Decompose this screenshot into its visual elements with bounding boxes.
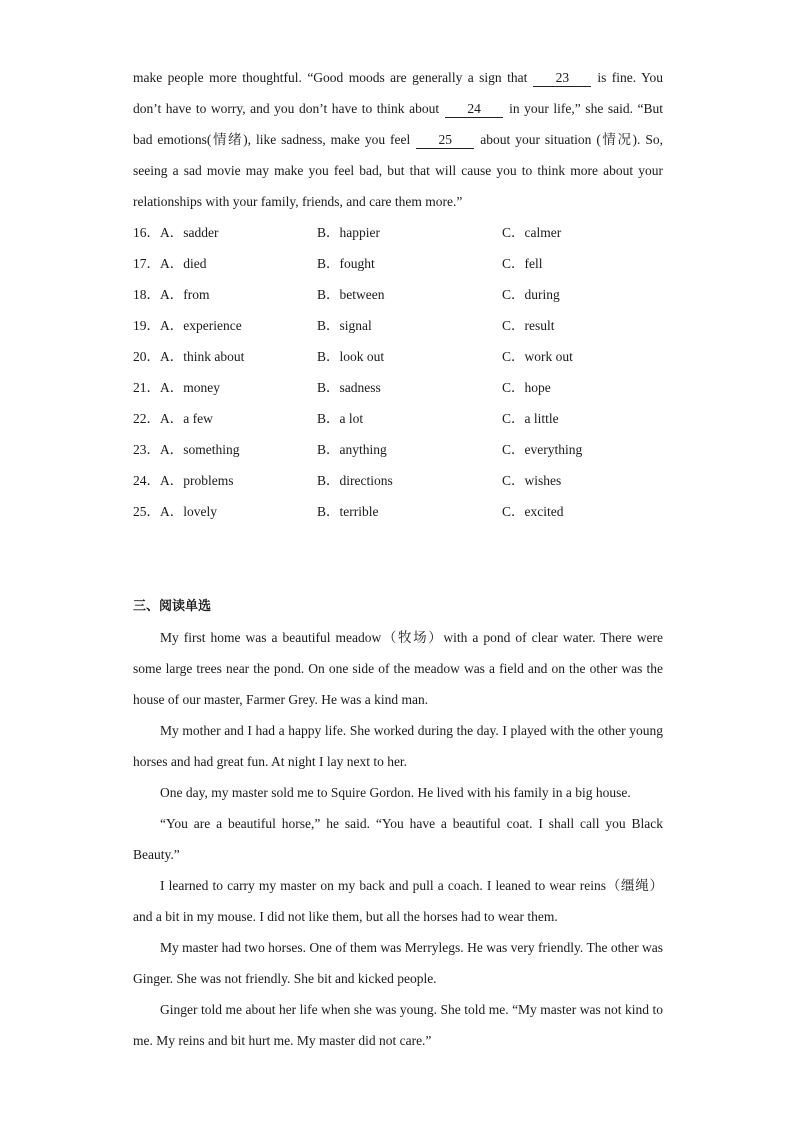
option-c[interactable]: C．work out — [502, 349, 573, 364]
option-b[interactable]: B．a lot — [317, 411, 364, 426]
option-a[interactable]: A．experience — [160, 318, 242, 333]
passage-ending — [133, 62, 663, 217]
question-row — [133, 403, 663, 434]
question-row — [133, 465, 663, 496]
blank-23: 23 — [533, 70, 591, 87]
option-a[interactable]: A．lovely — [160, 504, 217, 519]
option-a[interactable]: A．money — [160, 380, 220, 395]
option-c[interactable]: C．everything — [502, 442, 583, 457]
option-c[interactable]: C．result — [502, 318, 555, 333]
question-number: 20． — [133, 349, 160, 364]
question-number: 18． — [133, 287, 160, 302]
question-number: 25． — [133, 504, 160, 519]
reading-paragraph: My first home was a beautiful meadow（牧场）with a pond of clear water. There were some large trees near the pond. On one side of the meadow was a field and on the other was the house of our master, Farmer Grey. He was a kind man. — [133, 630, 663, 707]
reading-paragraph: My master had two horses. One of them was Merrylegs. He was very friendly. The other was Ginger. She was not friendly. She bit and kicked people. — [133, 940, 663, 986]
question-row — [133, 217, 663, 248]
question-number: 24． — [133, 473, 160, 488]
reading-paragraph: “You are a beautiful horse,” he said. “You have a beautiful coat. I shall call you Black Beauty.” — [133, 816, 663, 862]
option-b[interactable]: B．anything — [317, 442, 387, 457]
option-a[interactable]: A．think about — [160, 349, 245, 364]
passage-text: is fine. You don’t have to worry, and you don’t have to think about — [133, 70, 663, 116]
reading-paragraph: One day, my master sold me to Squire Gordon. He lived with his family in a big house. — [160, 785, 631, 800]
passage-text: in your life,” she said. “But bad emotions(情绪), like sadness, make you feel — [133, 101, 664, 147]
question-row — [133, 496, 663, 527]
question-number: 19． — [133, 318, 160, 333]
option-a[interactable]: A．sadder — [160, 225, 219, 240]
reading-paragraph: Ginger told me about her life when she was young. She told me. “My master was not kind to me. My reins and bit hurt me. My master did not care.” — [133, 1002, 663, 1048]
option-c[interactable]: C．a little — [502, 411, 559, 426]
option-b[interactable]: B．sadness — [317, 380, 381, 395]
option-a[interactable]: A．from — [160, 287, 210, 302]
question-row — [133, 372, 663, 403]
option-b[interactable]: B．directions — [317, 473, 393, 488]
option-a[interactable]: A．a few — [160, 411, 213, 426]
question-number: 22． — [133, 411, 160, 426]
option-c[interactable]: C．calmer — [502, 225, 562, 240]
question-row — [133, 279, 663, 310]
option-b[interactable]: B．look out — [317, 349, 385, 364]
question-number: 23． — [133, 442, 160, 457]
option-c[interactable]: C．fell — [502, 256, 543, 271]
option-b[interactable]: B．fought — [317, 256, 375, 271]
option-a[interactable]: A．something — [160, 442, 240, 457]
blank-25: 25 — [416, 132, 474, 149]
section-title: 三、阅读单选 — [133, 599, 212, 614]
option-c[interactable]: C．wishes — [502, 473, 562, 488]
question-row — [133, 341, 663, 372]
option-b[interactable]: B．between — [317, 287, 385, 302]
passage-text: make people more thoughtful. “Good moods are generally a sign that — [133, 70, 528, 85]
document-page — [133, 62, 663, 1056]
question-row — [133, 310, 663, 341]
question-number: 17． — [133, 256, 160, 271]
option-b[interactable]: B．happier — [317, 225, 380, 240]
option-b[interactable]: B．signal — [317, 318, 372, 333]
reading-paragraph: My mother and I had a happy life. She worked during the day. I played with the other young horses and had great fun. At night I lay next to her. — [133, 723, 663, 769]
passage-text: about your situation (情况). So, seeing a sad movie may make you feel bad, but that will cause you to think more about your relationships with your family, friends, and care them more.” — [133, 132, 663, 209]
option-a[interactable]: A．died — [160, 256, 207, 271]
question-row — [133, 248, 663, 279]
question-number: 21． — [133, 380, 160, 395]
section-spacer — [133, 527, 663, 591]
answer-options-list — [133, 217, 663, 527]
option-c[interactable]: C．excited — [502, 504, 564, 519]
question-number: 16． — [133, 225, 160, 240]
option-c[interactable]: C．hope — [502, 380, 551, 395]
option-c[interactable]: C．during — [502, 287, 560, 302]
option-b[interactable]: B．terrible — [317, 504, 379, 519]
reading-paragraph: I learned to carry my master on my back and pull a coach. I leaned to wear reins（缰绳）and a bit in my mouse. I did not like them, but all the horses had to wear them. — [133, 878, 663, 924]
question-row — [133, 434, 663, 465]
option-a[interactable]: A．problems — [160, 473, 234, 488]
blank-24: 24 — [445, 101, 503, 118]
